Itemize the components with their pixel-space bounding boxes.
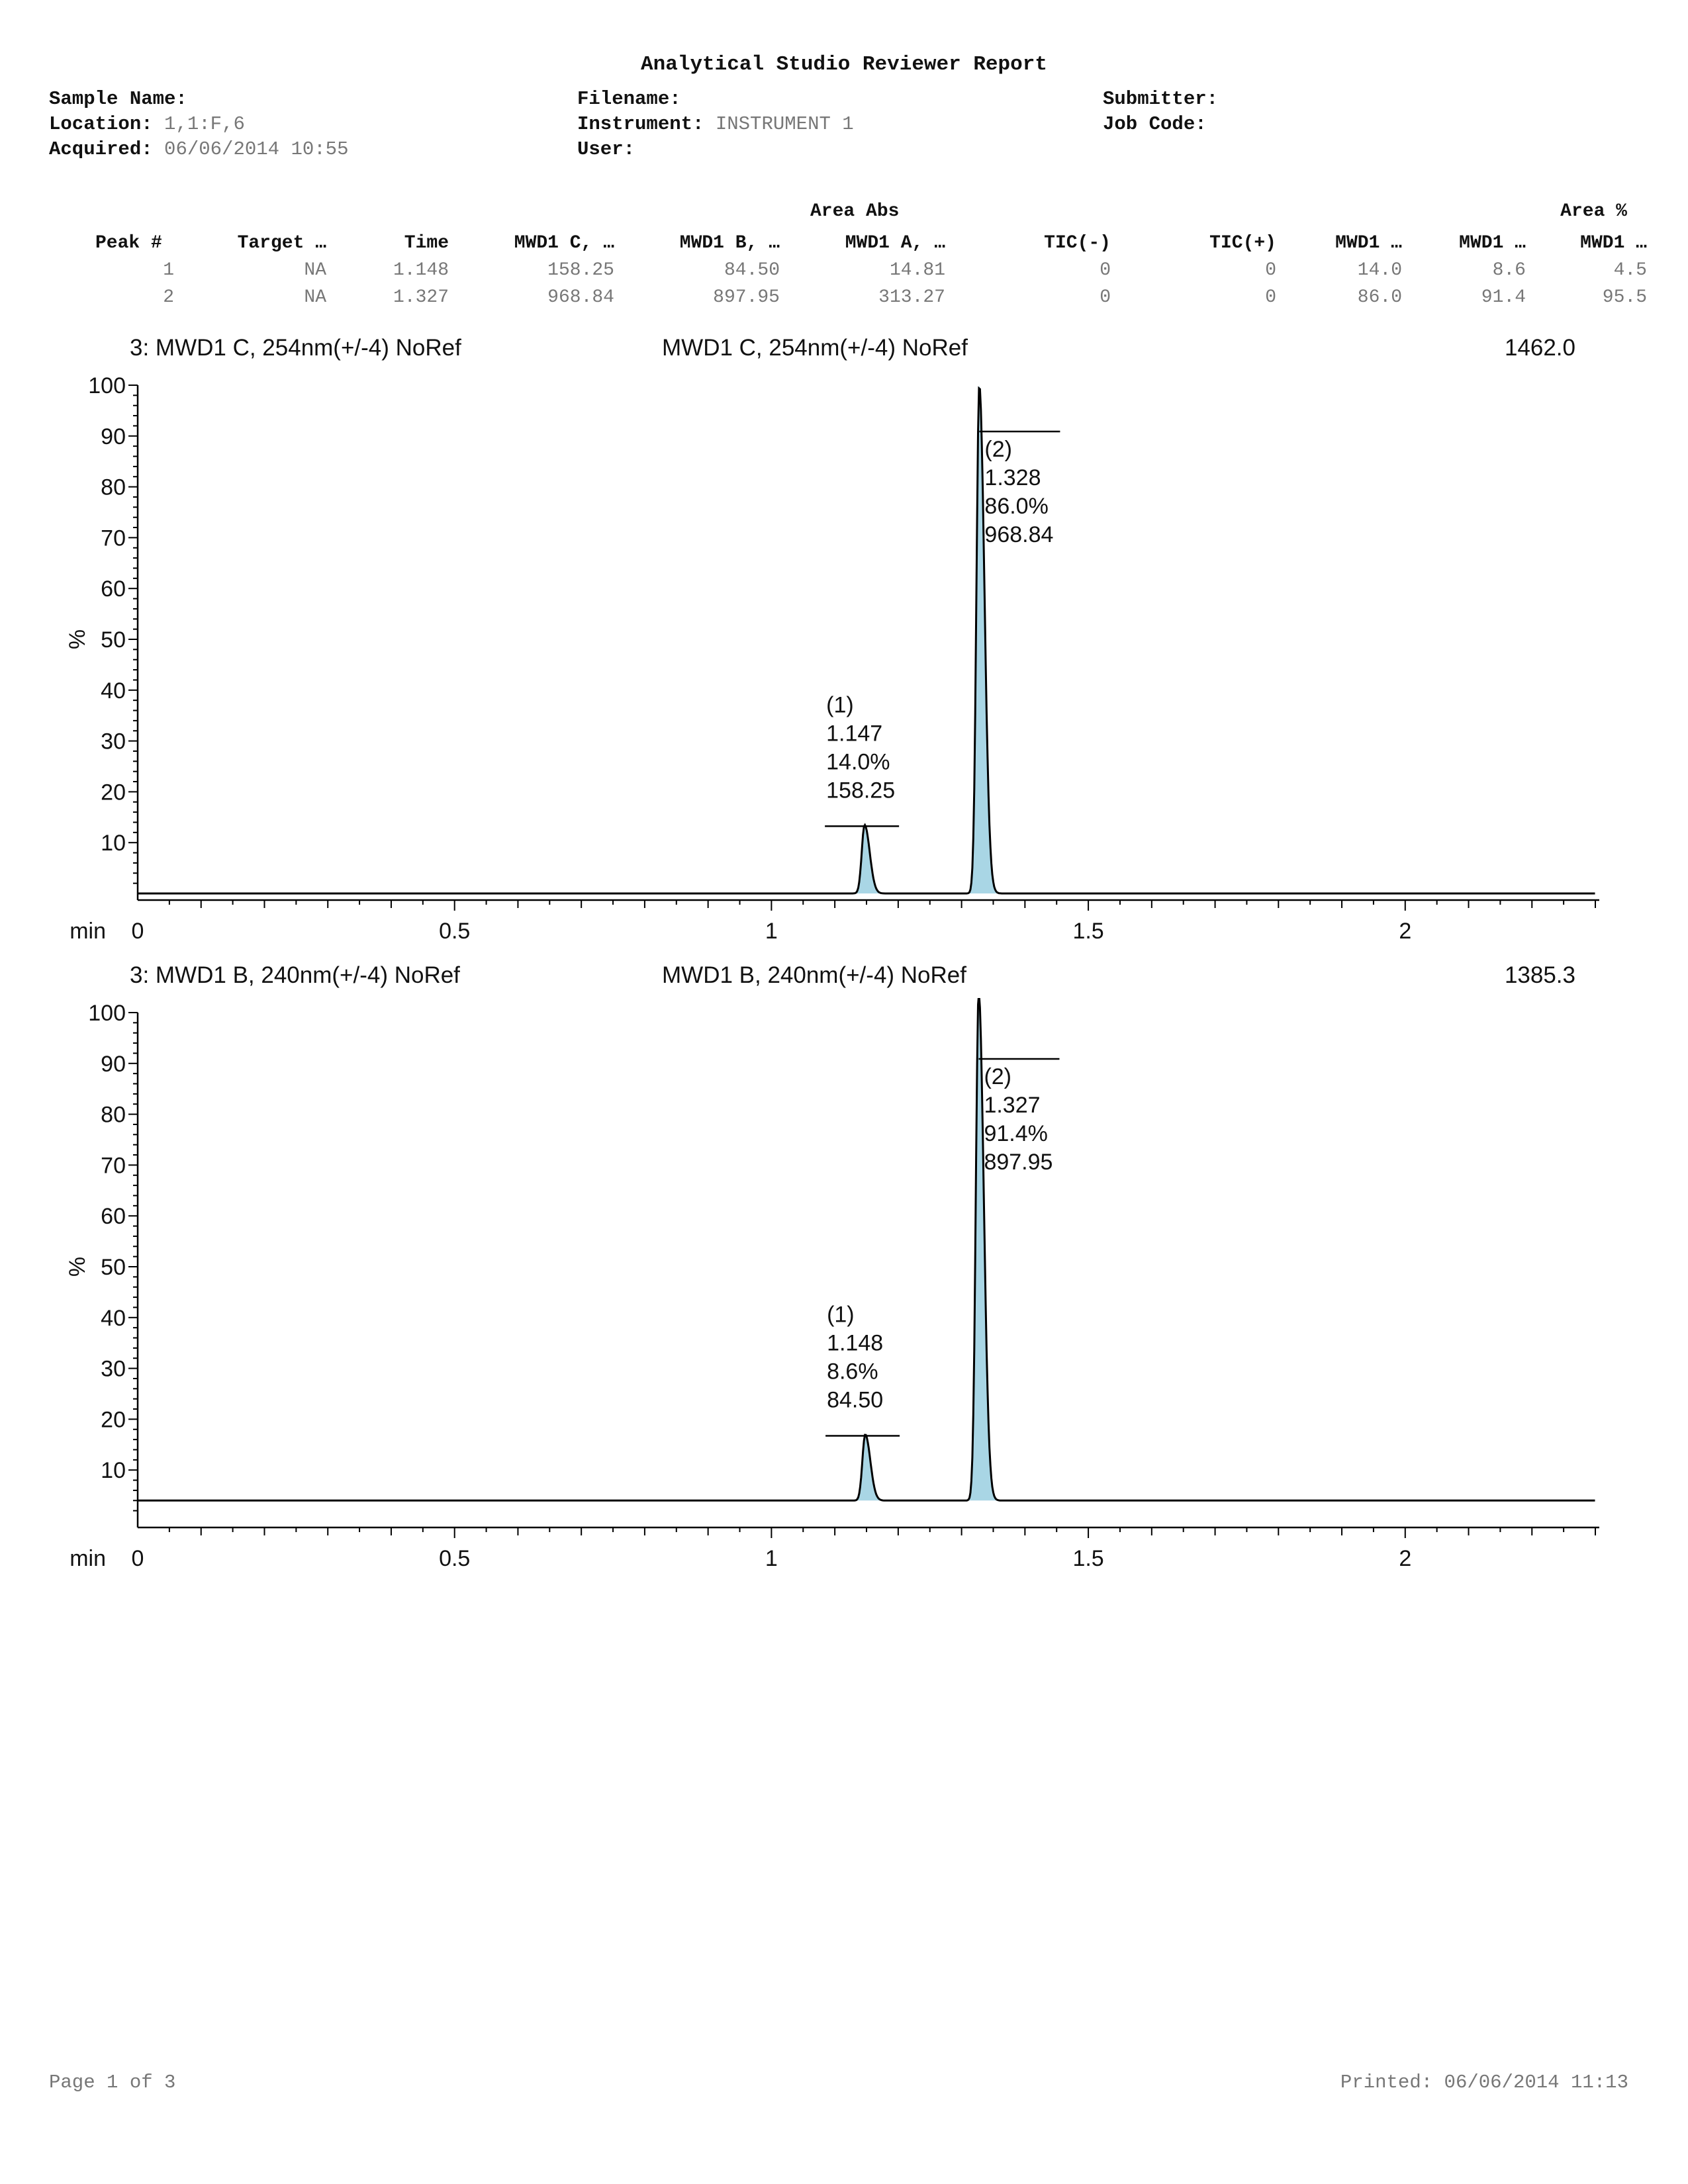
y-tick-label: 80 bbox=[101, 1102, 126, 1128]
x-tick-label: 0.5 bbox=[439, 1546, 471, 1571]
col-header-peak: Peak # bbox=[95, 233, 162, 253]
user-label: User: bbox=[577, 138, 635, 160]
y-tick-label: 100 bbox=[88, 373, 126, 398]
x-axis-label: min bbox=[70, 1546, 106, 1571]
chart1-left-title: 3: MWD1 C, 254nm(+/-4) NoRef bbox=[130, 335, 461, 361]
y-axis-label: % bbox=[65, 1256, 90, 1277]
y-tick-label: 70 bbox=[101, 525, 126, 551]
y-tick-label: 60 bbox=[101, 576, 126, 602]
col-header-tic-pos: TIC(+) bbox=[1209, 233, 1276, 253]
location-row bbox=[49, 113, 245, 135]
chart1-center-title: MWD1 C, 254nm(+/-4) NoRef bbox=[662, 335, 968, 361]
y-tick-label: 30 bbox=[101, 1356, 126, 1382]
peak-label-text: 14.0% bbox=[826, 749, 890, 775]
table-cell: 4.5 bbox=[1613, 260, 1647, 281]
y-tick-label: 50 bbox=[101, 627, 126, 653]
instrument-label: Instrument: bbox=[577, 113, 704, 135]
peak-label-text: 8.6% bbox=[827, 1359, 878, 1385]
y-tick-label: 70 bbox=[101, 1153, 126, 1179]
x-tick-label: 1 bbox=[765, 1546, 778, 1571]
table-cell: 84.50 bbox=[724, 260, 780, 281]
y-tick-label: 90 bbox=[101, 424, 126, 449]
x-tick-label: 1 bbox=[765, 919, 778, 944]
table-cell: 91.4 bbox=[1481, 287, 1526, 308]
jobcode-label: Job Code: bbox=[1103, 113, 1207, 135]
area-abs-group-header: Area Abs bbox=[810, 201, 900, 222]
user-row bbox=[577, 138, 635, 160]
peak-label-text: (1) bbox=[827, 1302, 855, 1328]
peak-label-text: (1) bbox=[826, 692, 854, 718]
instrument-row bbox=[577, 113, 854, 135]
peak-label-text: 1.147 bbox=[826, 721, 883, 747]
table-cell: 14.81 bbox=[889, 260, 945, 281]
col-header-mwd1b: MWD1 B, … bbox=[679, 233, 780, 253]
peak-label-text: (2) bbox=[984, 1064, 1012, 1089]
peak-label-text: 1.148 bbox=[827, 1330, 884, 1356]
chromatogram-chart-240nm bbox=[0, 998, 1688, 1580]
table-cell: 14.0 bbox=[1357, 260, 1402, 281]
location-label: Location: bbox=[49, 113, 153, 135]
table-cell: NA bbox=[304, 260, 326, 281]
chromatogram-trace bbox=[138, 998, 1595, 1500]
submitter-row bbox=[1103, 88, 1218, 110]
col-header-tic-neg: TIC(-) bbox=[1044, 233, 1111, 253]
table-cell: 897.95 bbox=[713, 287, 780, 308]
peak-area-fill bbox=[852, 825, 887, 893]
y-tick-label: 10 bbox=[101, 831, 126, 856]
table-cell: 1.148 bbox=[393, 260, 449, 281]
table-cell: 8.6 bbox=[1492, 260, 1526, 281]
y-tick-label: 90 bbox=[101, 1051, 126, 1077]
table-cell: 968.84 bbox=[547, 287, 614, 308]
col-header-time: Time bbox=[404, 233, 449, 253]
report-title: Analytical Studio Reviewer Report bbox=[641, 53, 1047, 76]
acquired-label: Acquired: bbox=[49, 138, 153, 160]
x-tick-label: 0.5 bbox=[439, 919, 471, 944]
peak-label-text: 968.84 bbox=[984, 522, 1054, 547]
table-cell: 0 bbox=[1100, 287, 1111, 308]
chart1-max-label: 1462.0 bbox=[1504, 335, 1575, 361]
col-header-mwd1c: MWD1 C, … bbox=[514, 233, 614, 253]
table-cell: 95.5 bbox=[1602, 287, 1647, 308]
table-cell: NA bbox=[304, 287, 326, 308]
y-tick-label: 20 bbox=[101, 780, 126, 805]
submitter-label: Submitter: bbox=[1103, 88, 1219, 110]
x-tick-label: 0 bbox=[131, 1546, 144, 1571]
x-tick-label: 0 bbox=[131, 919, 144, 944]
printed-timestamp: Printed: 06/06/2014 11:13 bbox=[1340, 2071, 1628, 2093]
peak-label-text: 1.328 bbox=[984, 465, 1041, 490]
col-header-target: Target … bbox=[237, 233, 326, 253]
x-tick-label: 2 bbox=[1399, 1546, 1412, 1571]
y-tick-label: 40 bbox=[101, 1305, 126, 1331]
chromatogram-chart-254nm bbox=[0, 371, 1688, 953]
location-value: 1,1:F,6 bbox=[164, 113, 245, 135]
col-header-area-pct-3: MWD1 … bbox=[1580, 233, 1647, 253]
peak-label-text: 1.327 bbox=[984, 1093, 1041, 1118]
table-cell: 1 bbox=[163, 260, 174, 281]
chart2-center-title: MWD1 B, 240nm(+/-4) NoRef bbox=[662, 962, 966, 988]
chart2-max-label: 1385.3 bbox=[1504, 962, 1575, 988]
col-header-area-pct-1: MWD1 … bbox=[1335, 233, 1402, 253]
y-tick-label: 60 bbox=[101, 1204, 126, 1230]
peak-label-text: (2) bbox=[984, 437, 1012, 462]
chromatogram-trace bbox=[138, 388, 1595, 893]
table-cell: 313.27 bbox=[878, 287, 945, 308]
y-tick-label: 10 bbox=[101, 1458, 126, 1484]
y-tick-label: 50 bbox=[101, 1255, 126, 1280]
y-axis-label: % bbox=[65, 629, 90, 650]
y-tick-label: 40 bbox=[101, 678, 126, 704]
x-tick-label: 1.5 bbox=[1072, 1546, 1104, 1571]
jobcode-row bbox=[1103, 113, 1207, 135]
peak-area-fill bbox=[853, 1434, 888, 1500]
y-tick-label: 100 bbox=[88, 1001, 126, 1026]
x-tick-label: 1.5 bbox=[1072, 919, 1104, 944]
peak-label-text: 84.50 bbox=[827, 1387, 884, 1413]
sample-name-label: Sample Name: bbox=[49, 88, 187, 110]
peak-label-text: 897.95 bbox=[984, 1150, 1053, 1175]
page-number: Page 1 of 3 bbox=[49, 2071, 176, 2093]
table-cell: 0 bbox=[1265, 287, 1276, 308]
area-pct-group-header: Area % bbox=[1560, 201, 1627, 222]
filename-label: Filename: bbox=[577, 88, 681, 110]
filename-row bbox=[577, 88, 681, 110]
table-cell: 158.25 bbox=[547, 260, 614, 281]
peak-label-text: 158.25 bbox=[826, 778, 896, 803]
col-header-mwd1a: MWD1 A, … bbox=[845, 233, 945, 253]
x-axis-label: min bbox=[70, 919, 106, 944]
table-cell: 2 bbox=[163, 287, 174, 308]
sample-name-row bbox=[49, 88, 187, 110]
table-cell: 0 bbox=[1265, 260, 1276, 281]
x-tick-label: 2 bbox=[1399, 919, 1412, 944]
y-tick-label: 20 bbox=[101, 1407, 126, 1433]
instrument-value: INSTRUMENT 1 bbox=[715, 113, 854, 135]
acquired-value: 06/06/2014 10:55 bbox=[164, 138, 349, 160]
table-cell: 1.327 bbox=[393, 287, 449, 308]
chart2-left-title: 3: MWD1 B, 240nm(+/-4) NoRef bbox=[130, 962, 460, 988]
peak-label-text: 91.4% bbox=[984, 1121, 1048, 1146]
acquired-row bbox=[49, 138, 349, 160]
table-cell: 0 bbox=[1100, 260, 1111, 281]
y-tick-label: 30 bbox=[101, 729, 126, 754]
col-header-area-pct-2: MWD1 … bbox=[1459, 233, 1526, 253]
table-cell: 86.0 bbox=[1357, 287, 1402, 308]
y-tick-label: 80 bbox=[101, 475, 126, 500]
peak-label-text: 86.0% bbox=[984, 494, 1049, 519]
